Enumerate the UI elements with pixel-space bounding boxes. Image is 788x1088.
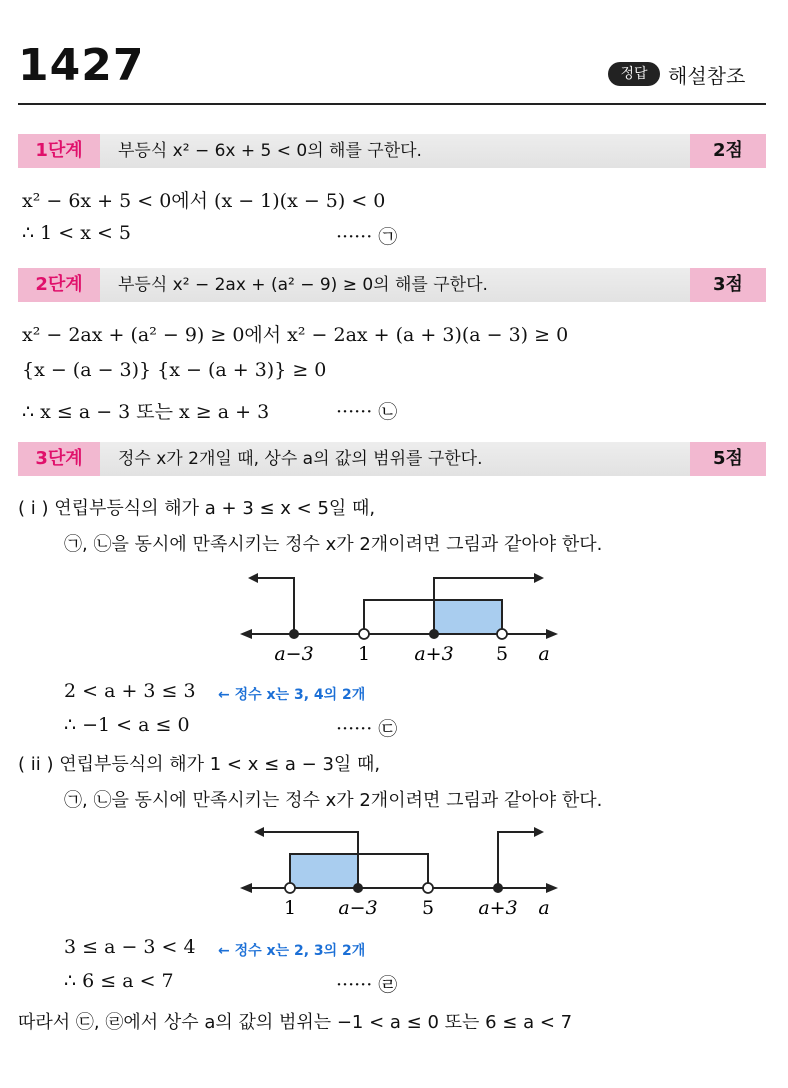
- step2-line1: x² − 2ax + (a² − 9) ≥ 0에서 x² − 2ax + (a + 3)(a − 3) ≥ 0: [22, 324, 569, 346]
- number-line-diagram-1: [236, 568, 566, 668]
- tick-label: 5: [421, 897, 435, 919]
- range-right-arrowhead-2: [534, 827, 544, 837]
- step2-line3: ∴ x ≤ a − 3 또는 x ≥ a + 3: [22, 401, 270, 423]
- step1-score: 2점: [690, 134, 766, 168]
- step3-title: 정수 x가 2개일 때, 상수 a의 값의 범위를 구한다.: [118, 449, 483, 469]
- number-line-diagram-2: [236, 822, 566, 922]
- tick-label: 1: [357, 643, 371, 665]
- tick-label: a+3: [478, 897, 518, 919]
- point-closed-a-minus-3: [289, 629, 299, 639]
- solution-region-1: [434, 600, 502, 634]
- range-left-arrowhead-1: [248, 573, 258, 583]
- axis-variable-label: a: [538, 643, 550, 665]
- step2-tag: ······ ㉡: [336, 401, 398, 423]
- axis-left-arrow-2: [240, 883, 252, 893]
- tick-label: 1: [283, 897, 297, 919]
- point-open-5: [423, 883, 433, 893]
- step1-line2: ∴ 1 < x < 5: [22, 222, 132, 244]
- range-left-ray-1: [254, 578, 294, 634]
- range-left-arrowhead-2: [254, 827, 264, 837]
- axis-left-arrow-1: [240, 629, 252, 639]
- conclusion: 따라서 ㉢, ㉣에서 상수 a의 값의 범위는 −1 < a ≤ 0 또는 6 ≤ a < 7: [18, 1012, 573, 1033]
- case1-inequality: 2 < a + 3 ≤ 3: [64, 680, 196, 702]
- case2-result: ∴ 6 ≤ a < 7: [64, 970, 174, 992]
- case2-tag: ······ ㉣: [336, 974, 398, 996]
- point-open-5: [497, 629, 507, 639]
- problem-number: 1427: [18, 40, 145, 91]
- axis-right-arrow-2: [546, 883, 558, 893]
- answer-reference: 해설참조: [668, 64, 746, 88]
- axis-right-arrow-1: [546, 629, 558, 639]
- case1-heading: ( i ) 연립부등식의 해가 a + 3 ≤ x < 5일 때,: [18, 498, 376, 519]
- case2-description: ㉠, ㉡을 동시에 만족시키는 정수 x가 2개이려면 그림과 같아야 한다.: [64, 790, 603, 811]
- range-right-arrowhead-1: [534, 573, 544, 583]
- range-right-ray-2: [498, 832, 538, 888]
- step2-title: 부등식 x² − 2ax + (a² − 9) ≥ 0의 해를 구한다.: [118, 275, 488, 295]
- solution-region-2: [290, 854, 358, 888]
- tick-label: 5: [495, 643, 509, 665]
- case1-note: ← 정수 x는 3, 4의 2개: [218, 687, 366, 703]
- step1-tag: ······ ㉠: [336, 226, 398, 248]
- tick-label: a−3: [338, 897, 378, 919]
- step2-line2: {x − (a − 3)} {x − (a + 3)} ≥ 0: [22, 359, 327, 381]
- point-closed-a-plus-3: [429, 629, 439, 639]
- point-open-1: [285, 883, 295, 893]
- case2-heading: ( ii ) 연립부등식의 해가 1 < x ≤ a − 3일 때,: [18, 754, 381, 775]
- header-rule: [18, 103, 766, 105]
- tick-label: a−3: [274, 643, 314, 665]
- answer-badge: 정답: [608, 62, 660, 86]
- case2-inequality: 3 ≤ a − 3 < 4: [64, 936, 196, 958]
- step3-score: 5점: [690, 442, 766, 476]
- axis-variable-label: a: [538, 897, 550, 919]
- case1-tag: ······ ㉢: [336, 718, 398, 740]
- case1-description: ㉠, ㉡을 동시에 만족시키는 정수 x가 2개이려면 그림과 같아야 한다.: [64, 534, 603, 555]
- step1-label: 1단계: [18, 134, 100, 168]
- point-open-1: [359, 629, 369, 639]
- step2-score: 3점: [690, 268, 766, 302]
- step2-label: 2단계: [18, 268, 100, 302]
- step3-label: 3단계: [18, 442, 100, 476]
- step1-title: 부등식 x² − 6x + 5 < 0의 해를 구한다.: [118, 141, 422, 161]
- case1-result: ∴ −1 < a ≤ 0: [64, 714, 190, 736]
- point-closed-a-plus-3: [493, 883, 503, 893]
- step1-line1: x² − 6x + 5 < 0에서 (x − 1)(x − 5) < 0: [22, 190, 386, 212]
- case2-note: ← 정수 x는 2, 3의 2개: [218, 943, 366, 959]
- point-closed-a-minus-3: [353, 883, 363, 893]
- tick-label: a+3: [414, 643, 454, 665]
